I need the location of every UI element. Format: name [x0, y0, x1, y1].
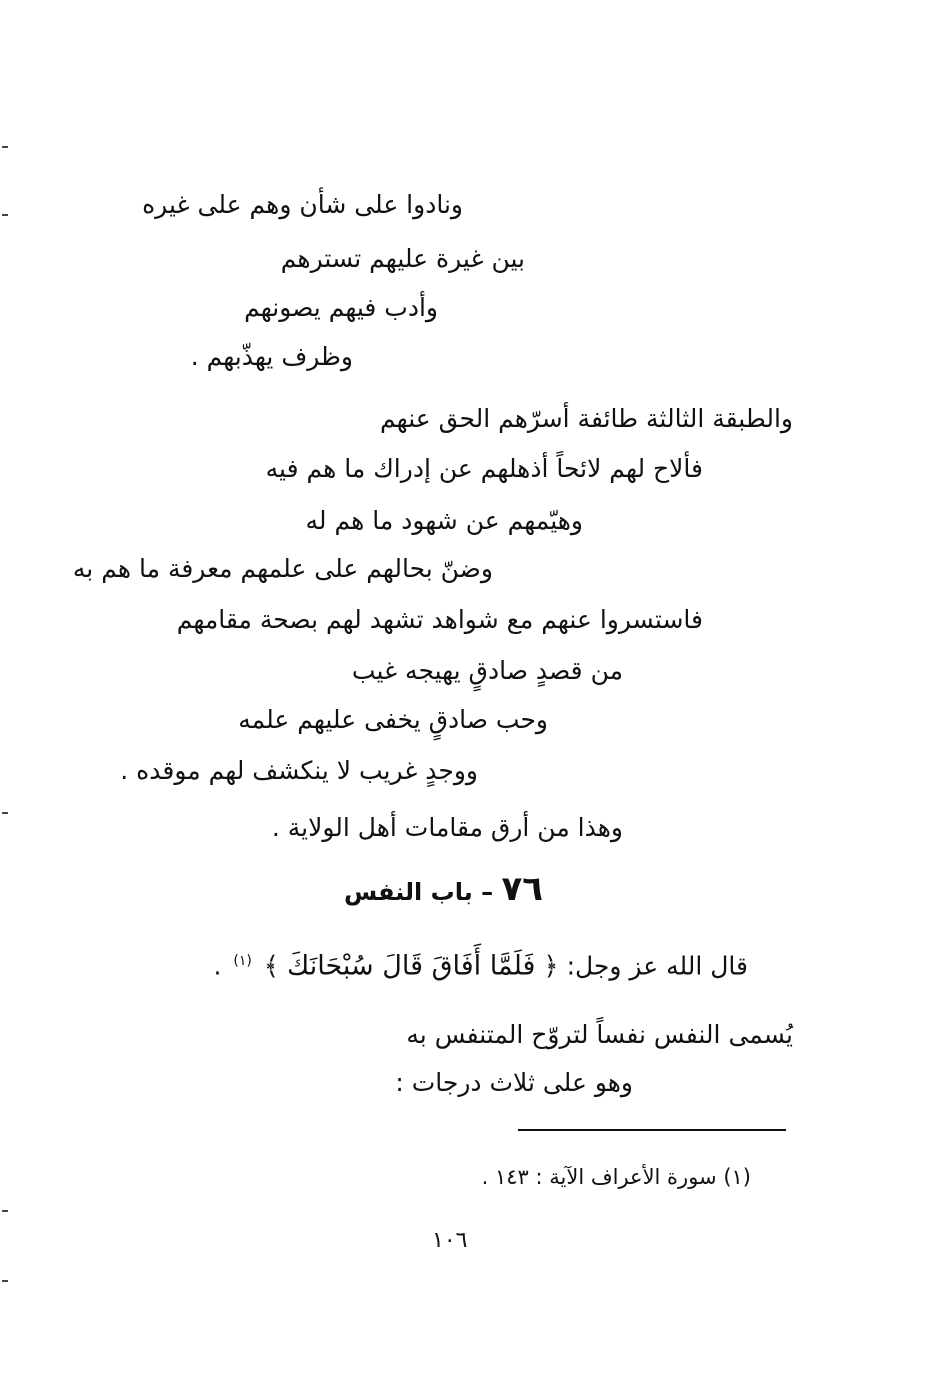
footnote-divider — [518, 1129, 786, 1131]
text-line: فألاح لهم لائحاً أذهلهم عن إدراك ما هم فيه — [265, 454, 703, 483]
text-line: وهذا من أرق مقامات أهل الولاية . — [271, 813, 623, 842]
text-line: وأدب فيهم يصونهم — [244, 293, 438, 322]
scan-mark — [2, 1210, 8, 1212]
scan-mark — [2, 214, 8, 216]
text-line: يُسمى النفس نفساً لتروّح المتنفس به — [406, 1020, 793, 1049]
scan-mark — [2, 812, 8, 814]
verse-text: فَلَمَّا أَفَاقَ قَالَ سُبْحَانَكَ — [286, 950, 536, 982]
scan-mark — [2, 1280, 8, 1282]
section-title: باب النفس — [344, 878, 473, 906]
text-line: والطبقة الثالثة طائفة أسرّهم الحق عنهم — [380, 404, 793, 433]
footnote-reference: (١) — [233, 953, 252, 969]
text-line: وظرف يهذّبهم . — [190, 342, 353, 371]
text-line: ونادوا على شأن وهم على غيره — [142, 190, 463, 219]
page-number: ١٠٦ — [432, 1228, 468, 1253]
footnote: (١) سورة الأعراف الآية : ١٤٣ . — [481, 1165, 751, 1189]
text-line: من قصدٍ صادقٍ يهيجه غيب — [351, 656, 623, 685]
text-line: وهو على ثلاث درجات : — [395, 1068, 633, 1097]
text-line: فاستسروا عنهم مع شواهد تشهد لهم بصحة مقامهم — [176, 605, 703, 634]
text-line: ووجدٍ غريب لا ينكشف لهم موقده . — [120, 756, 478, 785]
scan-mark — [2, 146, 8, 148]
verse-open-bracket: ﴿ — [543, 951, 559, 982]
text-line: وحب صادقٍ يخفى عليهم علمه — [238, 705, 548, 734]
verse-close-bracket: ﴾ — [263, 951, 280, 982]
section-dash: – — [481, 878, 494, 906]
quran-verse-line — [213, 944, 748, 983]
verse-intro: قال الله عز وجل: — [566, 951, 748, 981]
section-number: ٧٦ — [501, 869, 543, 909]
text-line: وضنّ بحالهم على علمهم معرفة ما هم به — [72, 554, 493, 583]
text-line: وهيّمهم عن شهود ما هم له — [305, 506, 583, 535]
verse-end: . — [213, 951, 222, 981]
text-line: بين غيرة عليهم تسترهم — [280, 244, 525, 273]
section-heading — [344, 869, 543, 909]
